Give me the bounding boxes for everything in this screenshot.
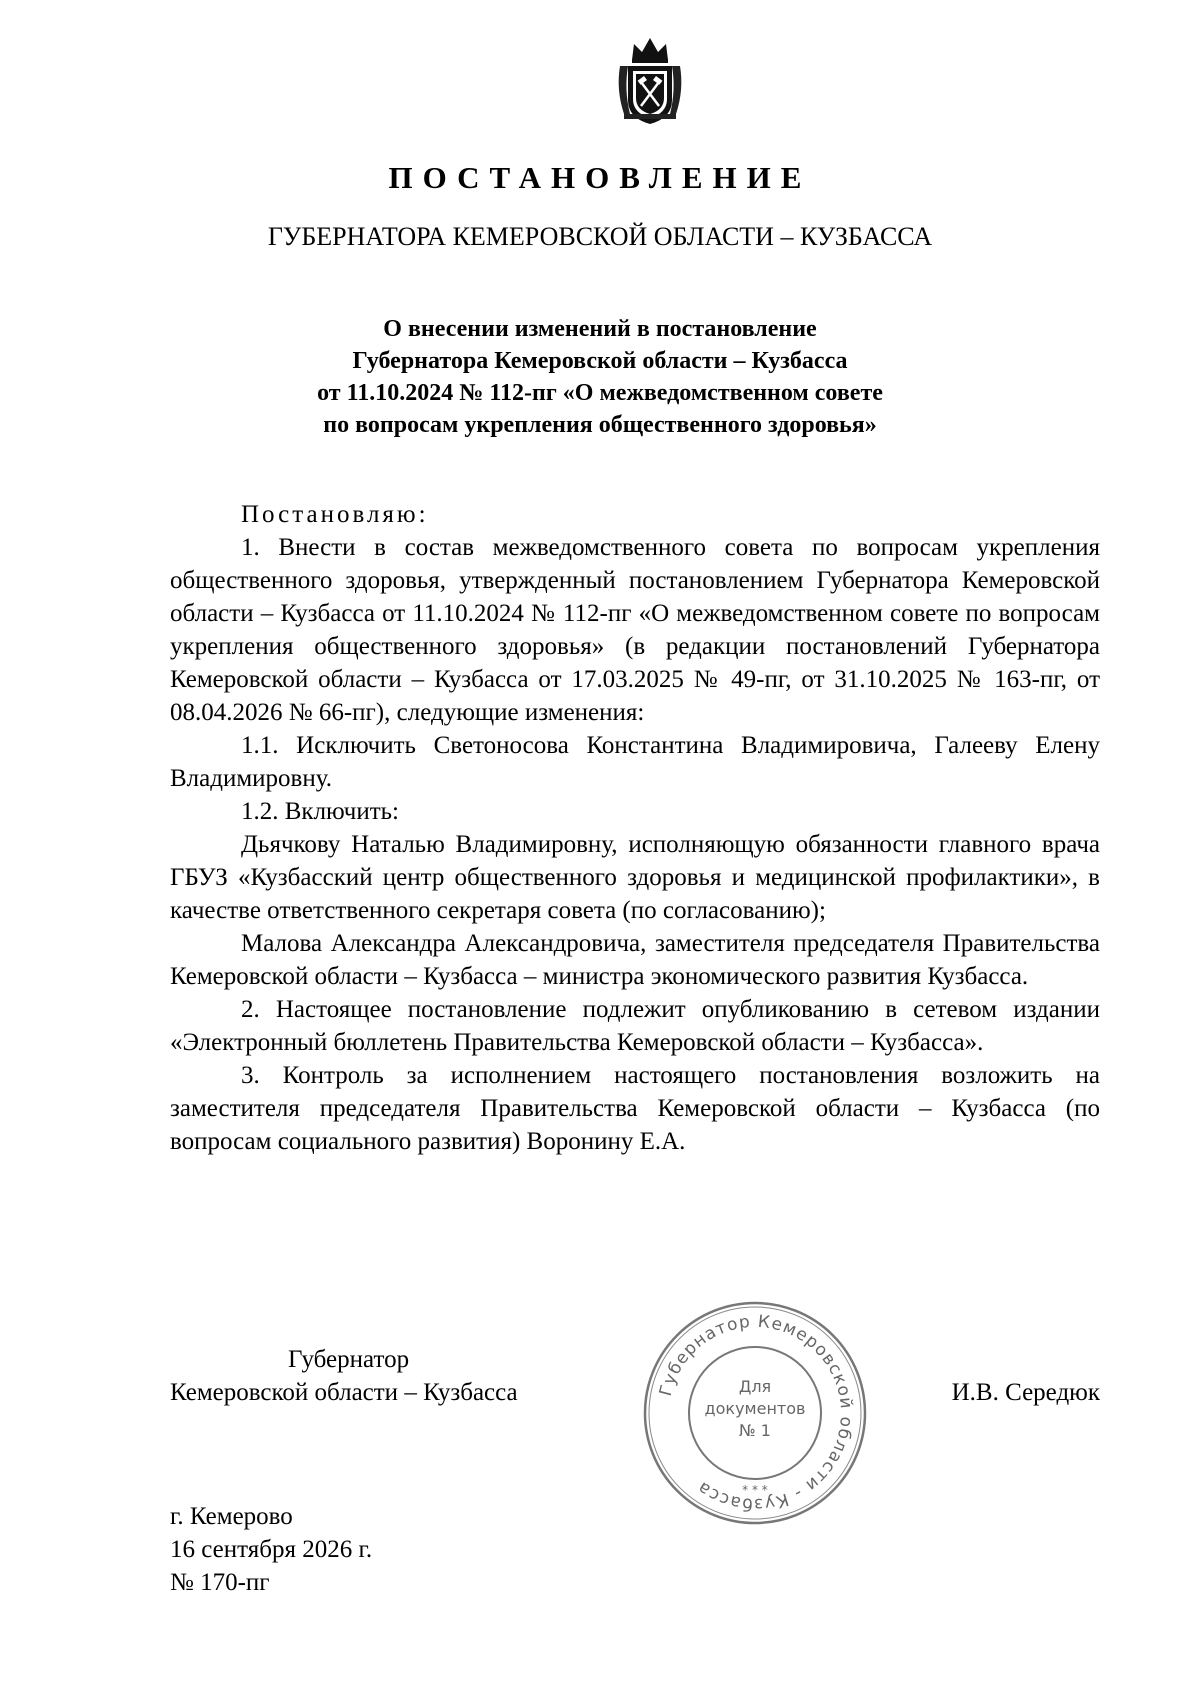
signatory-name: И.В. Середюк [951, 1379, 1100, 1406]
document-title [0, 313, 1200, 441]
clause-1-2: 1.2. Включить: [241, 798, 399, 825]
kuzbass-coat-of-arms-icon [610, 30, 690, 130]
stamp-center-line: № 1 [739, 1421, 771, 1440]
official-stamp [640, 1298, 870, 1528]
signatory-position [170, 1343, 518, 1409]
city: г. Кемерово [170, 1503, 293, 1530]
clause-1-2-item: Дьячкову Наталью Владимировну, исполняющую обязанности главного врача ГБУЗ «Кузбасский центр общественного здоровья и медицинской профилактики», в качестве ответственного секретаря совета (по согласованию); [170, 831, 1100, 924]
clause-3: 3. Контроль за исполнением настоящего постановления возложить на заместителя председателя Правительства Кемеровской области – Кузбасса (по вопросам социального развития) Воронину Е.А. [170, 1062, 1100, 1155]
document-number: № 170-пг [170, 1569, 270, 1596]
resolution-intro: Постановляю: [241, 501, 429, 528]
title-line: О внесении изменений в постановление [383, 316, 817, 342]
title-line: по вопросам укрепления общественного здоровья» [323, 412, 877, 438]
clause-1: 1. Внести в состав межведомственного совета по вопросам укрепления общественного здоровья, утвержденный постановлением Губернатора Кемеровской области – Кузбасса от 11.10.2024 № 112-пг «О межведомственном совете по вопросам укрепления общественного здоровья» (в редакции постановлений Губернатора Кемеровской области – Кузбасса от 17.03.2025 № 49-пг, от 31.10.2025 № 163-пг, от 08.04.2026 № 66-пг), следующие изменения: [170, 534, 1100, 726]
signatory-position-line: Кемеровской области – Кузбасса [170, 1379, 518, 1406]
signing-date: 16 сентября 2026 г. [170, 1536, 373, 1563]
clause-1-2-item: Малова Александра Александровича, заместителя председателя Правительства Кемеровской области – Кузбасса – министра экономического развития Кузбасса. [170, 930, 1100, 990]
document-body [170, 498, 1100, 1158]
document-type-heading: ПОСТАНОВЛЕНИЕ [388, 160, 812, 195]
issuer-heading: ГУБЕРНАТОРА КЕМЕРОВСКОЙ ОБЛАСТИ – КУЗБАССА [267, 222, 933, 251]
stamp-ring-text: Губернатор Кемеровской области - Кузбасса [655, 1311, 857, 1515]
stamp-center-line: Для [738, 1377, 772, 1396]
title-line: от 11.10.2024 № 112-пг «О межведомственном совете [317, 380, 883, 406]
stamp-center-line: документов [704, 1399, 806, 1418]
title-line: Губернатора Кемеровской области – Кузбасса [352, 348, 848, 374]
signatory-position-line: Губернатор [288, 1346, 410, 1373]
stamp-bottom-mark: * * * [742, 1483, 768, 1497]
document-footer [170, 1500, 372, 1599]
clause-2: 2. Настоящее постановление подлежит опубликованию в сетевом издании «Электронный бюллетень Правительства Кемеровской области – Кузбасса». [170, 996, 1100, 1056]
clause-1-1: 1.1. Исключить Светоносова Константина Владимировича, Галееву Елену Владимировну. [170, 732, 1100, 792]
